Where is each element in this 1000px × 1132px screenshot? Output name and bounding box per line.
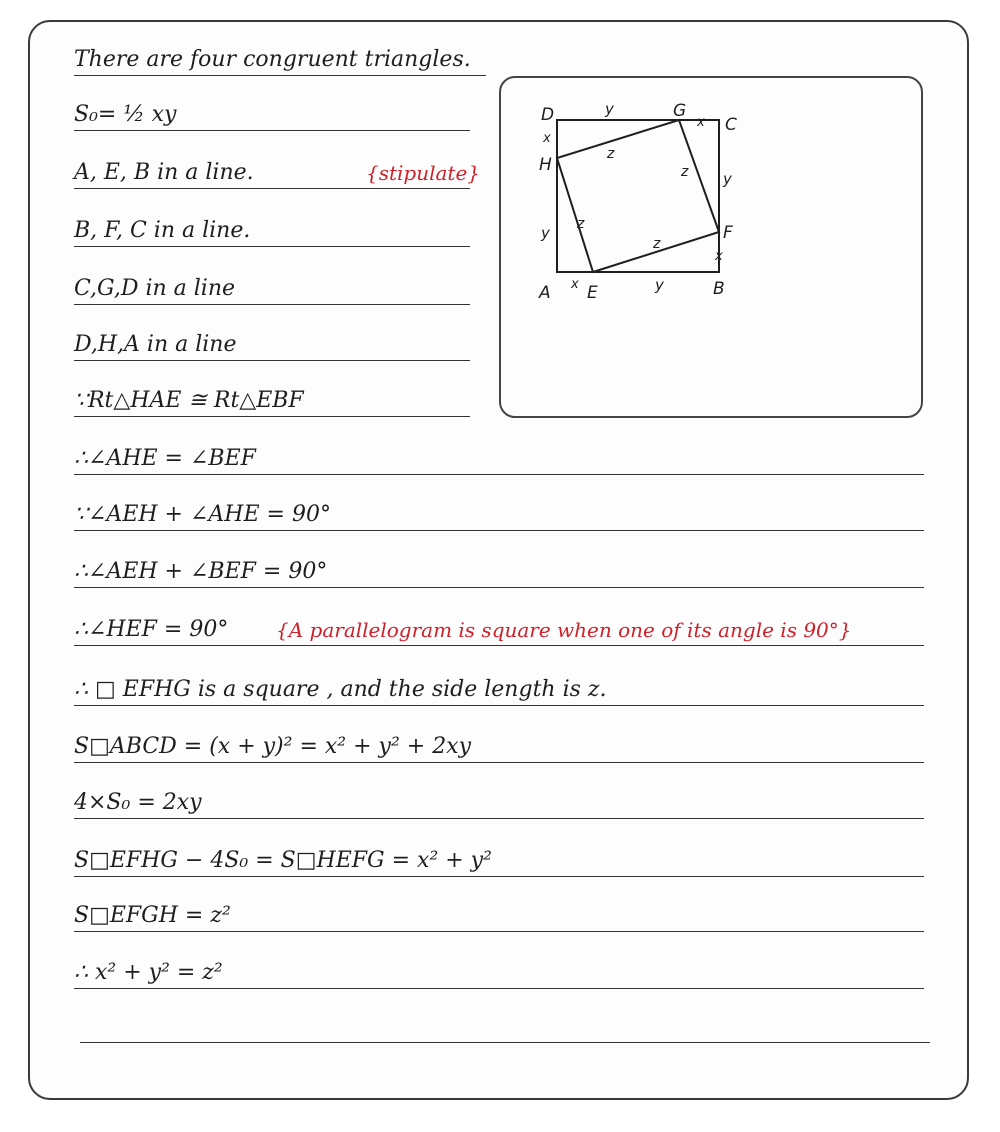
handwritten-line: ∴∠AEH + ∠BEF = 90° bbox=[74, 559, 328, 584]
ruled-line bbox=[74, 818, 924, 819]
ruled-line bbox=[74, 188, 470, 189]
handwritten-line: S□ABCD = (x + y)² = x² + y² + 2xy bbox=[74, 734, 472, 759]
square-diagram bbox=[501, 78, 921, 416]
label-bottom-y: y bbox=[655, 276, 664, 294]
ruled-line bbox=[74, 762, 924, 763]
ruled-line bbox=[74, 587, 924, 588]
handwritten-line: ∴ □ EFHG is a square , and the side length is z. bbox=[74, 677, 607, 702]
handwritten-line: A, E, B in a line. bbox=[74, 160, 254, 185]
ruled-line bbox=[74, 304, 470, 305]
ruled-line bbox=[74, 360, 470, 361]
handwritten-line: There are four congruent triangles. bbox=[74, 47, 471, 72]
handwritten-line: C,G,D in a line bbox=[74, 276, 236, 301]
label-inner-z4: z bbox=[577, 216, 585, 232]
label-top-x: x bbox=[697, 115, 705, 130]
ruled-line bbox=[74, 416, 470, 417]
label-inner-z2: z bbox=[681, 164, 689, 180]
handwritten-line: ∴∠AHE = ∠BEF bbox=[74, 446, 256, 471]
label-top-y: y bbox=[605, 100, 614, 118]
handwritten-line: S□EFHG − 4S₀ = S□HEFG = x² + y² bbox=[74, 848, 492, 873]
vertex-a-label: A bbox=[539, 283, 551, 303]
vertex-e-label: E bbox=[587, 283, 598, 303]
ruled-line bbox=[74, 931, 924, 932]
label-inner-z1: z bbox=[607, 146, 615, 162]
red-annotation: {A parallelogram is square when one of its angle is 90°} bbox=[276, 618, 852, 642]
vertex-g-label: G bbox=[673, 101, 687, 121]
vertex-d-label: D bbox=[541, 105, 555, 125]
label-left-x: x bbox=[543, 131, 551, 146]
handwritten-line: ∴ x² + y² = z² bbox=[74, 960, 223, 985]
ruled-line bbox=[74, 988, 924, 989]
handwritten-line: S□EFGH = z² bbox=[74, 903, 231, 928]
ruled-line bbox=[74, 246, 470, 247]
handwritten-line: S₀= ½ xy bbox=[74, 102, 177, 127]
outer-square bbox=[557, 120, 719, 272]
ruled-line bbox=[74, 130, 470, 131]
vertex-h-label: H bbox=[539, 155, 552, 175]
label-inner-z3: z bbox=[653, 236, 661, 252]
ruled-line bbox=[74, 645, 924, 646]
label-left-y: y bbox=[541, 224, 550, 242]
ruled-line bbox=[74, 876, 924, 877]
diagram-box bbox=[499, 76, 923, 418]
ruled-line bbox=[74, 474, 924, 475]
label-right-x: x bbox=[715, 249, 723, 264]
handwritten-line: D,H,A in a line bbox=[74, 332, 237, 357]
ruled-line bbox=[74, 530, 924, 531]
handwritten-line: ∵Rt△HAE ≅ Rt△EBF bbox=[74, 388, 304, 413]
handwritten-line: 4×S₀ = 2xy bbox=[74, 790, 202, 815]
ruled-line bbox=[74, 75, 486, 76]
vertex-f-label: F bbox=[723, 223, 733, 243]
handwritten-line: B, F, C in a line. bbox=[74, 218, 251, 243]
handwritten-line: ∵∠AEH + ∠AHE = 90° bbox=[74, 502, 331, 527]
vertex-c-label: C bbox=[725, 115, 737, 135]
label-right-y: y bbox=[723, 170, 732, 188]
inner-square bbox=[557, 120, 719, 272]
vertex-b-label: B bbox=[713, 279, 725, 299]
handwritten-line: ∴∠HEF = 90° bbox=[74, 617, 229, 642]
label-bottom-x: x bbox=[571, 277, 579, 292]
red-annotation: {stipulate} bbox=[366, 161, 481, 185]
ruled-line bbox=[74, 705, 924, 706]
ruled-line bbox=[80, 1042, 930, 1043]
